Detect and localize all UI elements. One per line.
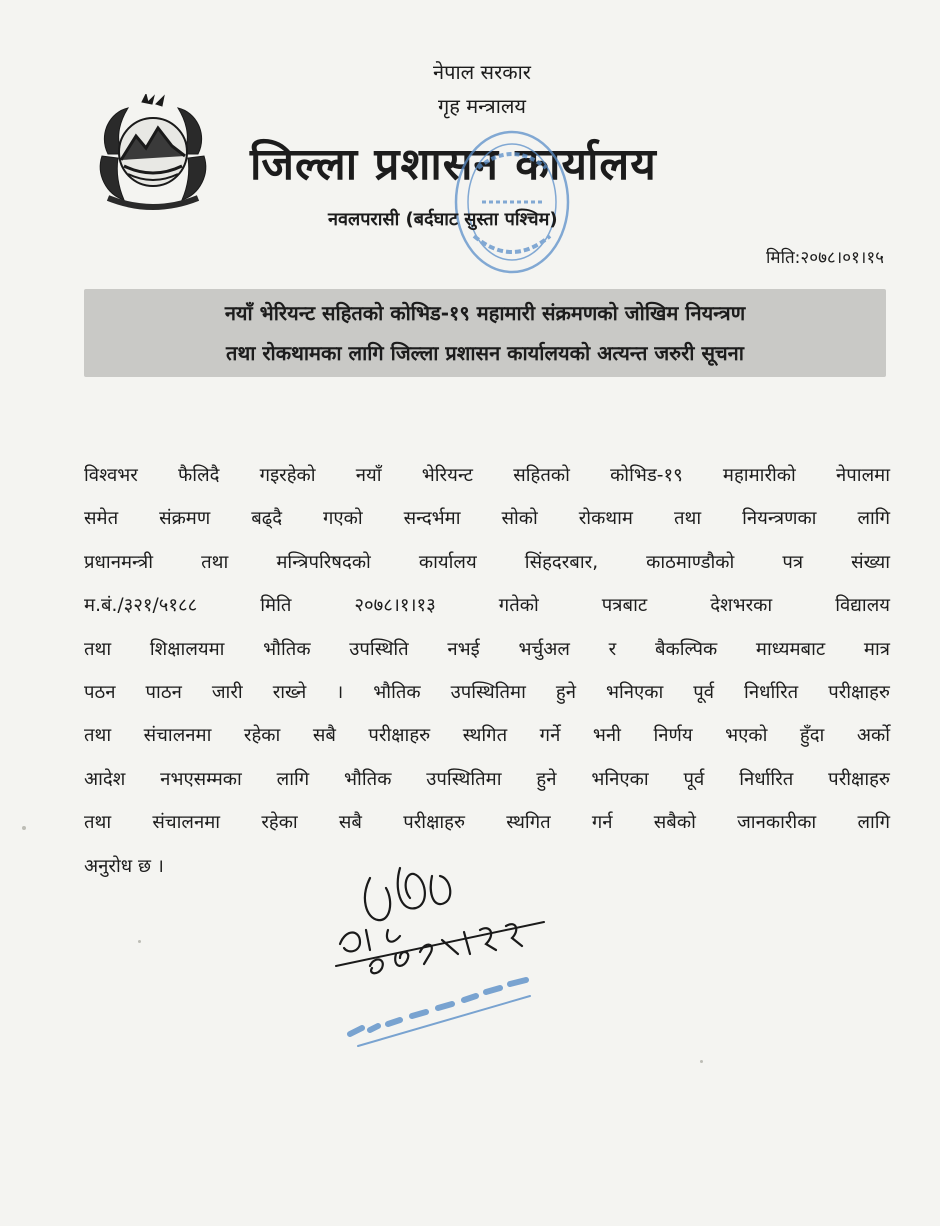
body-line: अनुरोध छ । xyxy=(84,855,164,877)
subject-line: नयाँ भेरियन्ट सहितको कोभिड-१९ महामारी संक्रमणको जोखिम नियन्त्रण xyxy=(224,301,746,325)
body-line: पठन पाठन जारी राख्ने । भौतिक उपस्थितिमा हुने भनिएका पूर्व निर्धारित परीक्षाहरु xyxy=(84,681,890,703)
notice-date: मिति:२०७८।०१।१५ xyxy=(766,248,884,268)
body-line: आदेश नभएसम्मका लागि भौतिक उपस्थितिमा हुने भनिएका पूर्व निर्धारित परीक्षाहरु xyxy=(84,768,890,790)
body-line: तथा शिक्षालयमा भौतिक उपस्थिति नभई भर्चुअल र बैकल्पिक माध्यमबाट मात्र xyxy=(84,638,890,660)
body-line: विश्वभर फैलिदै गइरहेको नयाँ भेरियन्ट सहितको कोभिड-१९ महामारीको नेपालमा xyxy=(84,465,890,486)
notice-body xyxy=(84,454,890,888)
government-name: नेपाल सरकार xyxy=(433,60,531,84)
scan-speckle xyxy=(22,826,26,830)
office-location: नवलपरासी (बर्दघाट सुस्ता पश्चिम) xyxy=(328,209,558,230)
body-line: प्रधानमन्त्री तथा मन्त्रिपरिषदको कार्यालय सिंहदरबार, काठमाण्डौको पत्र संख्या xyxy=(84,551,890,573)
scan-speckle xyxy=(138,940,141,943)
office-stamp xyxy=(452,128,572,276)
body-line: तथा संचालनमा रहेका सबै परीक्षाहरु स्थगित गर्न सबैको जानकारीका लागि xyxy=(84,812,890,834)
office-title: जिल्ला प्रशासन कार्यालय xyxy=(250,139,657,190)
body-line: तथा संचालनमा रहेका सबै परीक्षाहरु स्थगित गर्ने भनी निर्णय भएको हुँदा अर्को xyxy=(84,725,890,747)
scan-speckle xyxy=(700,1060,703,1063)
handwritten-signature xyxy=(330,858,560,1058)
ministry-name: गृह मन्त्रालय xyxy=(437,94,527,118)
subject-banner xyxy=(84,289,886,377)
body-line: समेत संक्रमण बढ्दै गएको सन्दर्भमा सोको रोकथाम तथा नियन्त्रणका लागि xyxy=(84,508,890,530)
national-emblem-icon xyxy=(88,94,218,212)
subject-line: तथा रोकथामका लागि जिल्ला प्रशासन कार्यालयको अत्यन्त जरुरी सूचना xyxy=(226,341,744,365)
body-line: म.बं./३२१/५१८८ मिति २०७८।१।१३ गतेको पत्रबाट देशभरका विद्यालय xyxy=(84,595,890,617)
